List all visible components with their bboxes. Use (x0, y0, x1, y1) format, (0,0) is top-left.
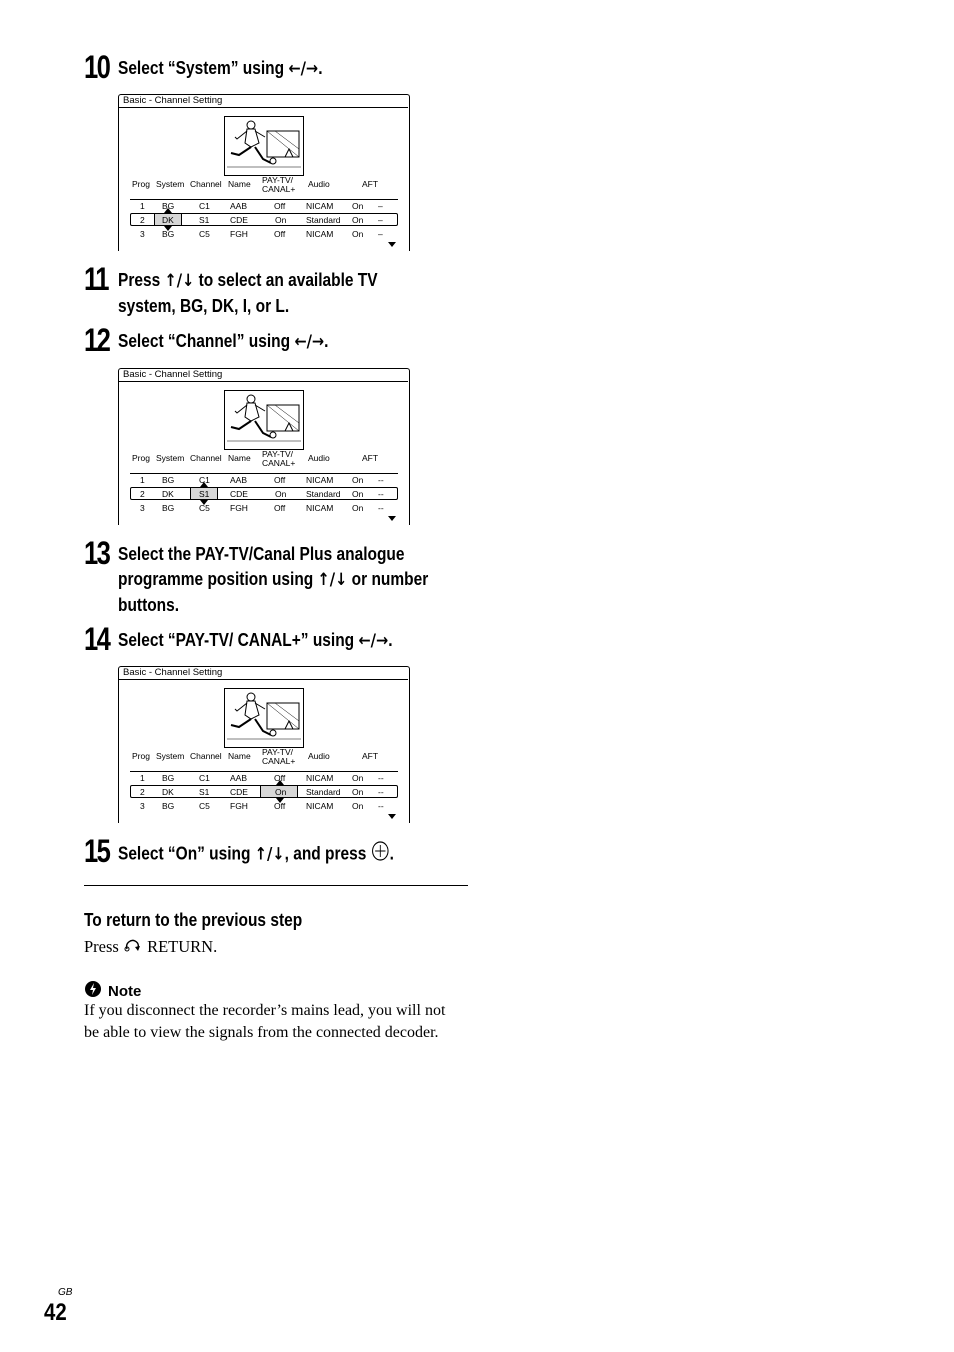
col-aft: AFT (362, 751, 379, 761)
table-cell: C5 (199, 503, 210, 513)
table-cell: BG (162, 475, 175, 485)
step-number: 14 (84, 621, 110, 657)
table-cell: Off (274, 475, 286, 485)
table-cell: -- (378, 489, 384, 499)
scroll-down-icon (388, 516, 396, 521)
table-cell: Off (274, 773, 286, 783)
table-cell: DK (162, 489, 174, 499)
table-cell: CDE (230, 489, 248, 499)
table-cell: On (352, 201, 364, 211)
table-cell: On (352, 475, 364, 485)
table-cell: FGH (230, 503, 248, 513)
screen-title: Basic - Channel Setting (118, 666, 408, 680)
table-cell: – (378, 229, 383, 239)
table-cell: -- (378, 801, 384, 811)
table-cell: Standard (306, 787, 341, 797)
col-name: Name (228, 453, 251, 463)
section-heading: To return to the previous step (84, 910, 303, 930)
table-cell: C1 (199, 201, 210, 211)
table-cell: BG (162, 503, 175, 513)
col-paytv-line2: CANAL+ (262, 756, 296, 766)
step-number: 10 (84, 49, 110, 85)
channel-setting-screen-paytv (118, 666, 410, 824)
table-cell: Standard (306, 489, 341, 499)
step-number: 13 (84, 535, 110, 571)
table-cell: On (275, 215, 287, 225)
screen-title: Basic - Channel Setting (118, 94, 408, 108)
note-body: If you disconnect the recorder’s mains lead, you will not be able to view the signals from the connected decoder. (84, 1002, 446, 1041)
channel-setting-screen-system (118, 94, 410, 252)
col-paytv-line2: CANAL+ (262, 184, 296, 194)
table-cell: On (352, 773, 364, 783)
step-text: Select “Channel” using ←/→. (118, 331, 329, 352)
step-text: Select “On” using ↑/↓, and press . (118, 840, 394, 869)
table-cell: BG (162, 773, 175, 783)
table-cell: On (275, 787, 287, 797)
step-14 (84, 621, 437, 657)
table-cell: 1 (140, 773, 145, 783)
page-number: 42 (44, 1299, 67, 1326)
table-cell: CDE (230, 787, 248, 797)
step-12 (84, 322, 363, 358)
col-aft: AFT (362, 179, 379, 189)
table-cell: Off (274, 801, 286, 811)
step-text: Select “System” using ←/→. (118, 58, 323, 79)
table-cell: -- (378, 503, 384, 513)
col-audio: Audio (308, 179, 330, 189)
table-cell: BG (162, 201, 175, 211)
left-right-arrow-icon: ←/→ (294, 332, 325, 352)
enter-button-icon (371, 840, 390, 869)
table-cell: Standard (306, 215, 341, 225)
return-instruction: Press RETURN. (84, 936, 217, 959)
table-cell: On (352, 489, 364, 499)
step-13 (84, 535, 479, 618)
table-cell: 2 (140, 787, 145, 797)
col-channel: Channel (190, 751, 222, 761)
step-number: 15 (84, 833, 110, 869)
step-number: 12 (84, 322, 110, 358)
table-cell: C1 (199, 773, 210, 783)
table-cell: – (378, 215, 383, 225)
col-system: System (156, 751, 185, 761)
col-paytv-line1: PAY-TV/ (262, 175, 294, 185)
table-cell: Off (274, 229, 286, 239)
table-cell: FGH (230, 801, 248, 811)
col-paytv-line1: PAY-TV/ (262, 449, 294, 459)
table-cell: S1 (199, 215, 210, 225)
table-cell: 3 (140, 503, 145, 513)
col-audio: Audio (308, 751, 330, 761)
table-cell: AAB (230, 773, 248, 783)
table-cell: DK (162, 787, 174, 797)
football-player-picture (224, 390, 304, 450)
col-prog: Prog (132, 453, 150, 463)
col-channel: Channel (190, 179, 222, 189)
section-divider (84, 885, 468, 886)
scroll-down-icon (388, 814, 396, 819)
channel-setting-screen-channel (118, 368, 410, 526)
table-cell: AAB (230, 475, 248, 485)
table-cell: NICAM (306, 801, 334, 811)
table-cell: -- (378, 773, 384, 783)
table-cell: 2 (140, 215, 145, 225)
screen-title: Basic - Channel Setting (118, 368, 408, 382)
return-icon (123, 937, 143, 959)
table-cell: On (352, 229, 364, 239)
table-cell: 2 (140, 489, 145, 499)
step-10 (84, 49, 356, 85)
step-number: 11 (84, 261, 108, 297)
note-heading (84, 980, 141, 1002)
col-system: System (156, 179, 185, 189)
up-down-arrow-icon: ↑/↓ (254, 844, 285, 865)
col-paytv-line1: PAY-TV/ (262, 747, 294, 757)
note-icon (84, 980, 102, 1002)
table-cell: NICAM (306, 201, 334, 211)
football-player-picture (224, 116, 304, 176)
table-cell: NICAM (306, 475, 334, 485)
table-cell: S1 (199, 489, 210, 499)
table-cell: On (352, 787, 364, 797)
folio-language: GB (58, 1287, 73, 1298)
note-title: Note (108, 982, 142, 1000)
table-cell: On (352, 801, 364, 811)
table-cell: FGH (230, 229, 248, 239)
col-paytv-line2: CANAL+ (262, 458, 296, 468)
table-cell: – (378, 201, 383, 211)
table-cell: Off (274, 201, 286, 211)
step-text: Press ↑/↓ to select an available TV system, BG, DK, I, or L. (118, 270, 378, 316)
table-cell: BG (162, 229, 175, 239)
col-audio: Audio (308, 453, 330, 463)
table-cell: C5 (199, 229, 210, 239)
table-cell: 1 (140, 201, 145, 211)
col-aft: AFT (362, 453, 379, 463)
table-cell: -- (378, 475, 384, 485)
table-cell: NICAM (306, 773, 334, 783)
up-down-arrow-icon: ↑/↓ (317, 570, 348, 590)
up-down-arrow-icon: ↑/↓ (164, 271, 195, 291)
table-cell: NICAM (306, 229, 334, 239)
table-cell: BG (162, 801, 175, 811)
table-cell: 3 (140, 801, 145, 811)
col-prog: Prog (132, 751, 150, 761)
table-cell: CDE (230, 215, 248, 225)
table-cell: -- (378, 787, 384, 797)
table-cell: C5 (199, 801, 210, 811)
table-cell: 3 (140, 229, 145, 239)
scroll-down-icon (388, 242, 396, 247)
col-name: Name (228, 751, 251, 761)
table-cell: On (275, 489, 287, 499)
table-cell: C1 (199, 475, 210, 485)
left-right-arrow-icon: ←/→ (288, 59, 319, 79)
table-cell: 1 (140, 475, 145, 485)
table-cell: DK (162, 215, 174, 225)
step-15 (84, 833, 439, 869)
col-prog: Prog (132, 179, 150, 189)
table-cell: S1 (199, 787, 210, 797)
football-player-picture (224, 688, 304, 748)
step-11 (84, 261, 420, 319)
step-text: Select the PAY-TV/Canal Plus analogue programme position using ↑/↓ or number buttons. (118, 544, 429, 615)
table-cell: NICAM (306, 503, 334, 513)
col-channel: Channel (190, 453, 222, 463)
table-cell: On (352, 503, 364, 513)
col-system: System (156, 453, 185, 463)
table-cell: Off (274, 503, 286, 513)
step-text: Select “PAY-TV/ CANAL+” using ←/→. (118, 630, 393, 651)
col-name: Name (228, 179, 251, 189)
left-right-arrow-icon: ←/→ (358, 631, 389, 651)
table-cell: On (352, 215, 364, 225)
table-cell: AAB (230, 201, 248, 211)
